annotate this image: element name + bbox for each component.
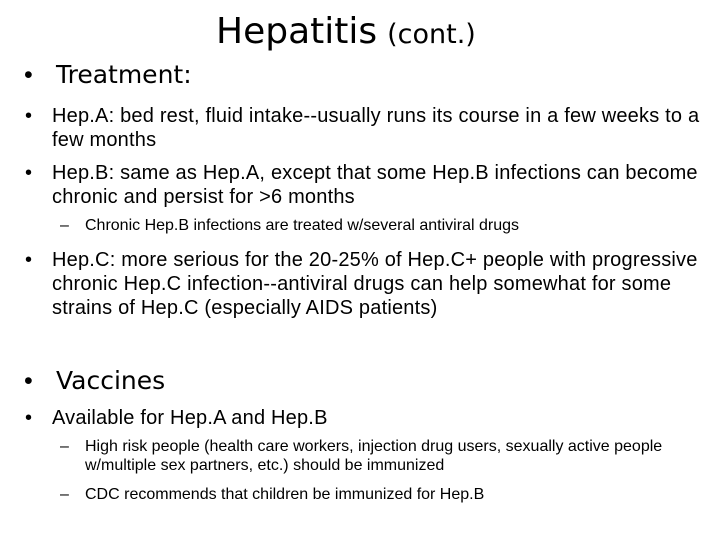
sub-item-text: Chronic Hep.B infections are treated w/several antiviral drugs bbox=[85, 217, 519, 234]
bullet-icon: • bbox=[25, 162, 33, 184]
list-item-hep-a-treatment bbox=[25, 104, 715, 152]
item-text: Hep.C: more serious for the 20-25% of Hep.C+ people with progressive chronic Hep.C infection--antiviral drugs can help somewhat for some strains of Hep.C (especially AIDS patients) bbox=[52, 249, 698, 319]
item-text: Hep.B: same as Hep.A, except that some Hep.B infections can become chronic and persist for >6 months bbox=[52, 162, 698, 208]
section-heading-treatment bbox=[24, 60, 192, 90]
title-main: Hepatitis bbox=[216, 11, 378, 52]
title-sub: (cont.) bbox=[387, 19, 476, 50]
dash-icon: – bbox=[60, 486, 69, 503]
slide-title bbox=[216, 10, 476, 57]
section-heading-vaccines bbox=[24, 366, 165, 396]
list-item-hep-b-treatment bbox=[25, 161, 715, 209]
list-item-hep-c-treatment bbox=[25, 248, 715, 320]
sub-item-text: CDC recommends that children be immunized for Hep.B bbox=[85, 486, 485, 503]
sub-item-cdc-recommendation bbox=[60, 485, 710, 504]
vaccines-heading: Vaccines bbox=[56, 366, 166, 395]
bullet-icon: • bbox=[25, 249, 33, 271]
sub-item-chronic-hep-b bbox=[60, 216, 710, 235]
item-text: Hep.A: bed rest, fluid intake--usually runs its course in a few weeks to a few months bbox=[52, 105, 700, 151]
sub-item-text: High risk people (health care workers, injection drug users, sexually active people w/multiple sex partners, etc.) should be immunized bbox=[85, 438, 663, 474]
dash-icon: – bbox=[60, 217, 69, 234]
item-text: Available for Hep.A and Hep.B bbox=[52, 407, 328, 429]
treatment-heading: Treatment: bbox=[56, 60, 192, 89]
bullet-icon: • bbox=[25, 105, 33, 127]
dash-icon: – bbox=[60, 438, 69, 455]
bullet-icon: • bbox=[24, 61, 33, 89]
bullet-icon: • bbox=[24, 367, 33, 395]
list-item-vaccines-availability bbox=[25, 406, 715, 430]
bullet-icon: • bbox=[25, 407, 33, 429]
sub-item-high-risk-people bbox=[60, 437, 710, 475]
